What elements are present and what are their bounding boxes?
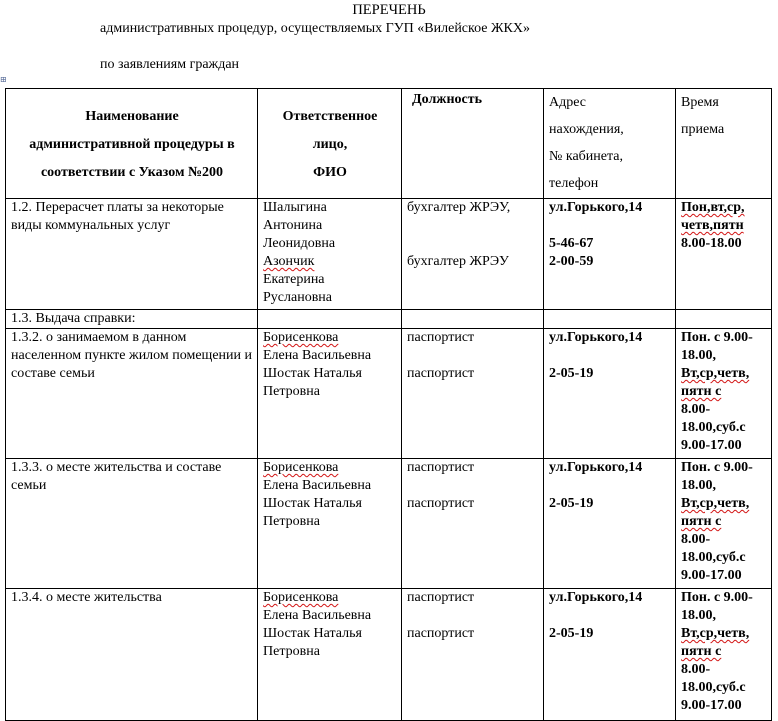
- procedures-table: [5, 88, 772, 721]
- cell-persons: Шалыгина Антонина Леонидовна Азончик Екатерина Руслановна: [258, 199, 402, 310]
- cell-procedure: 1.3.4. о месте жительства: [6, 589, 258, 721]
- cell-address: ул.Горького,14 2-05-19: [544, 329, 676, 459]
- table-header-row: [6, 89, 772, 199]
- page-subtitle-2: по заявлениям граждан: [100, 57, 240, 72]
- cell-time: Пон,вт,ср, четв,пятн 8.00-18.00: [676, 199, 772, 310]
- cell-address: ул.Горького,14 5-46-67 2-00-59: [544, 199, 676, 310]
- table-row: [6, 589, 772, 721]
- cell-procedure: 1.3.2. о занимаемом в данном населенном пункте жилом помещении и составе семьи: [6, 329, 258, 459]
- cell-position: паспортист паспортист: [402, 459, 544, 589]
- header-position: Должность: [402, 89, 544, 199]
- header-person: Ответственное лицо, ФИО: [258, 89, 402, 199]
- cell-time: Пон. с 9.00- 18.00, Вт,ср,четв, пятн с 8.00- 18.00,суб.с 9.00-17.00: [676, 329, 772, 459]
- header-name: Наименование административной процедуры в соответствии с Указом №200: [6, 89, 258, 199]
- cell-persons: Борисенкова Елена Васильевна Шостак Наталья Петровна: [258, 329, 402, 459]
- cell-address: ул.Горького,14 2-05-19: [544, 589, 676, 721]
- cell-procedure: 1.3. Выдача справки:: [6, 310, 258, 329]
- header-address: Адрес нахождения, № кабинета, телефон: [544, 89, 676, 199]
- cell-persons: Борисенкова Елена Васильевна Шостак Наталья Петровна: [258, 589, 402, 721]
- table-row: [6, 329, 772, 459]
- cell-procedure: 1.3.3. о месте жительства и составе семьи: [6, 459, 258, 589]
- page-title: ПЕРЕЧЕНЬ: [352, 2, 426, 18]
- table-row: [6, 310, 772, 329]
- cell-position: паспортист паспортист: [402, 589, 544, 721]
- table-row: [6, 199, 772, 310]
- cell-persons: Борисенкова Елена Васильевна Шостак Наталья Петровна: [258, 459, 402, 589]
- cell-procedure: 1.2. Перерасчет платы за некоторые виды коммунальных услуг: [6, 199, 258, 310]
- cell-time: Пон. с 9.00- 18.00, Вт,ср,четв, пятн с 8.00- 18.00,суб.с 9.00-17.00: [676, 589, 772, 721]
- cell-time: Пон. с 9.00- 18.00, Вт,ср,четв, пятн с 8.00- 18.00,суб.с 9.00-17.00: [676, 459, 772, 589]
- table-row: [6, 459, 772, 589]
- table-anchor-icon: ⊞: [0, 75, 7, 84]
- page-subtitle: административных процедур, осуществляемых ГУП «Вилейское ЖКХ»: [100, 21, 530, 36]
- cell-position: паспортист паспортист: [402, 329, 544, 459]
- cell-address: ул.Горького,14 2-05-19: [544, 459, 676, 589]
- cell-position: бухгалтер ЖРЭУ, бухгалтер ЖРЭУ: [402, 199, 544, 310]
- header-time: Время приема: [676, 89, 772, 199]
